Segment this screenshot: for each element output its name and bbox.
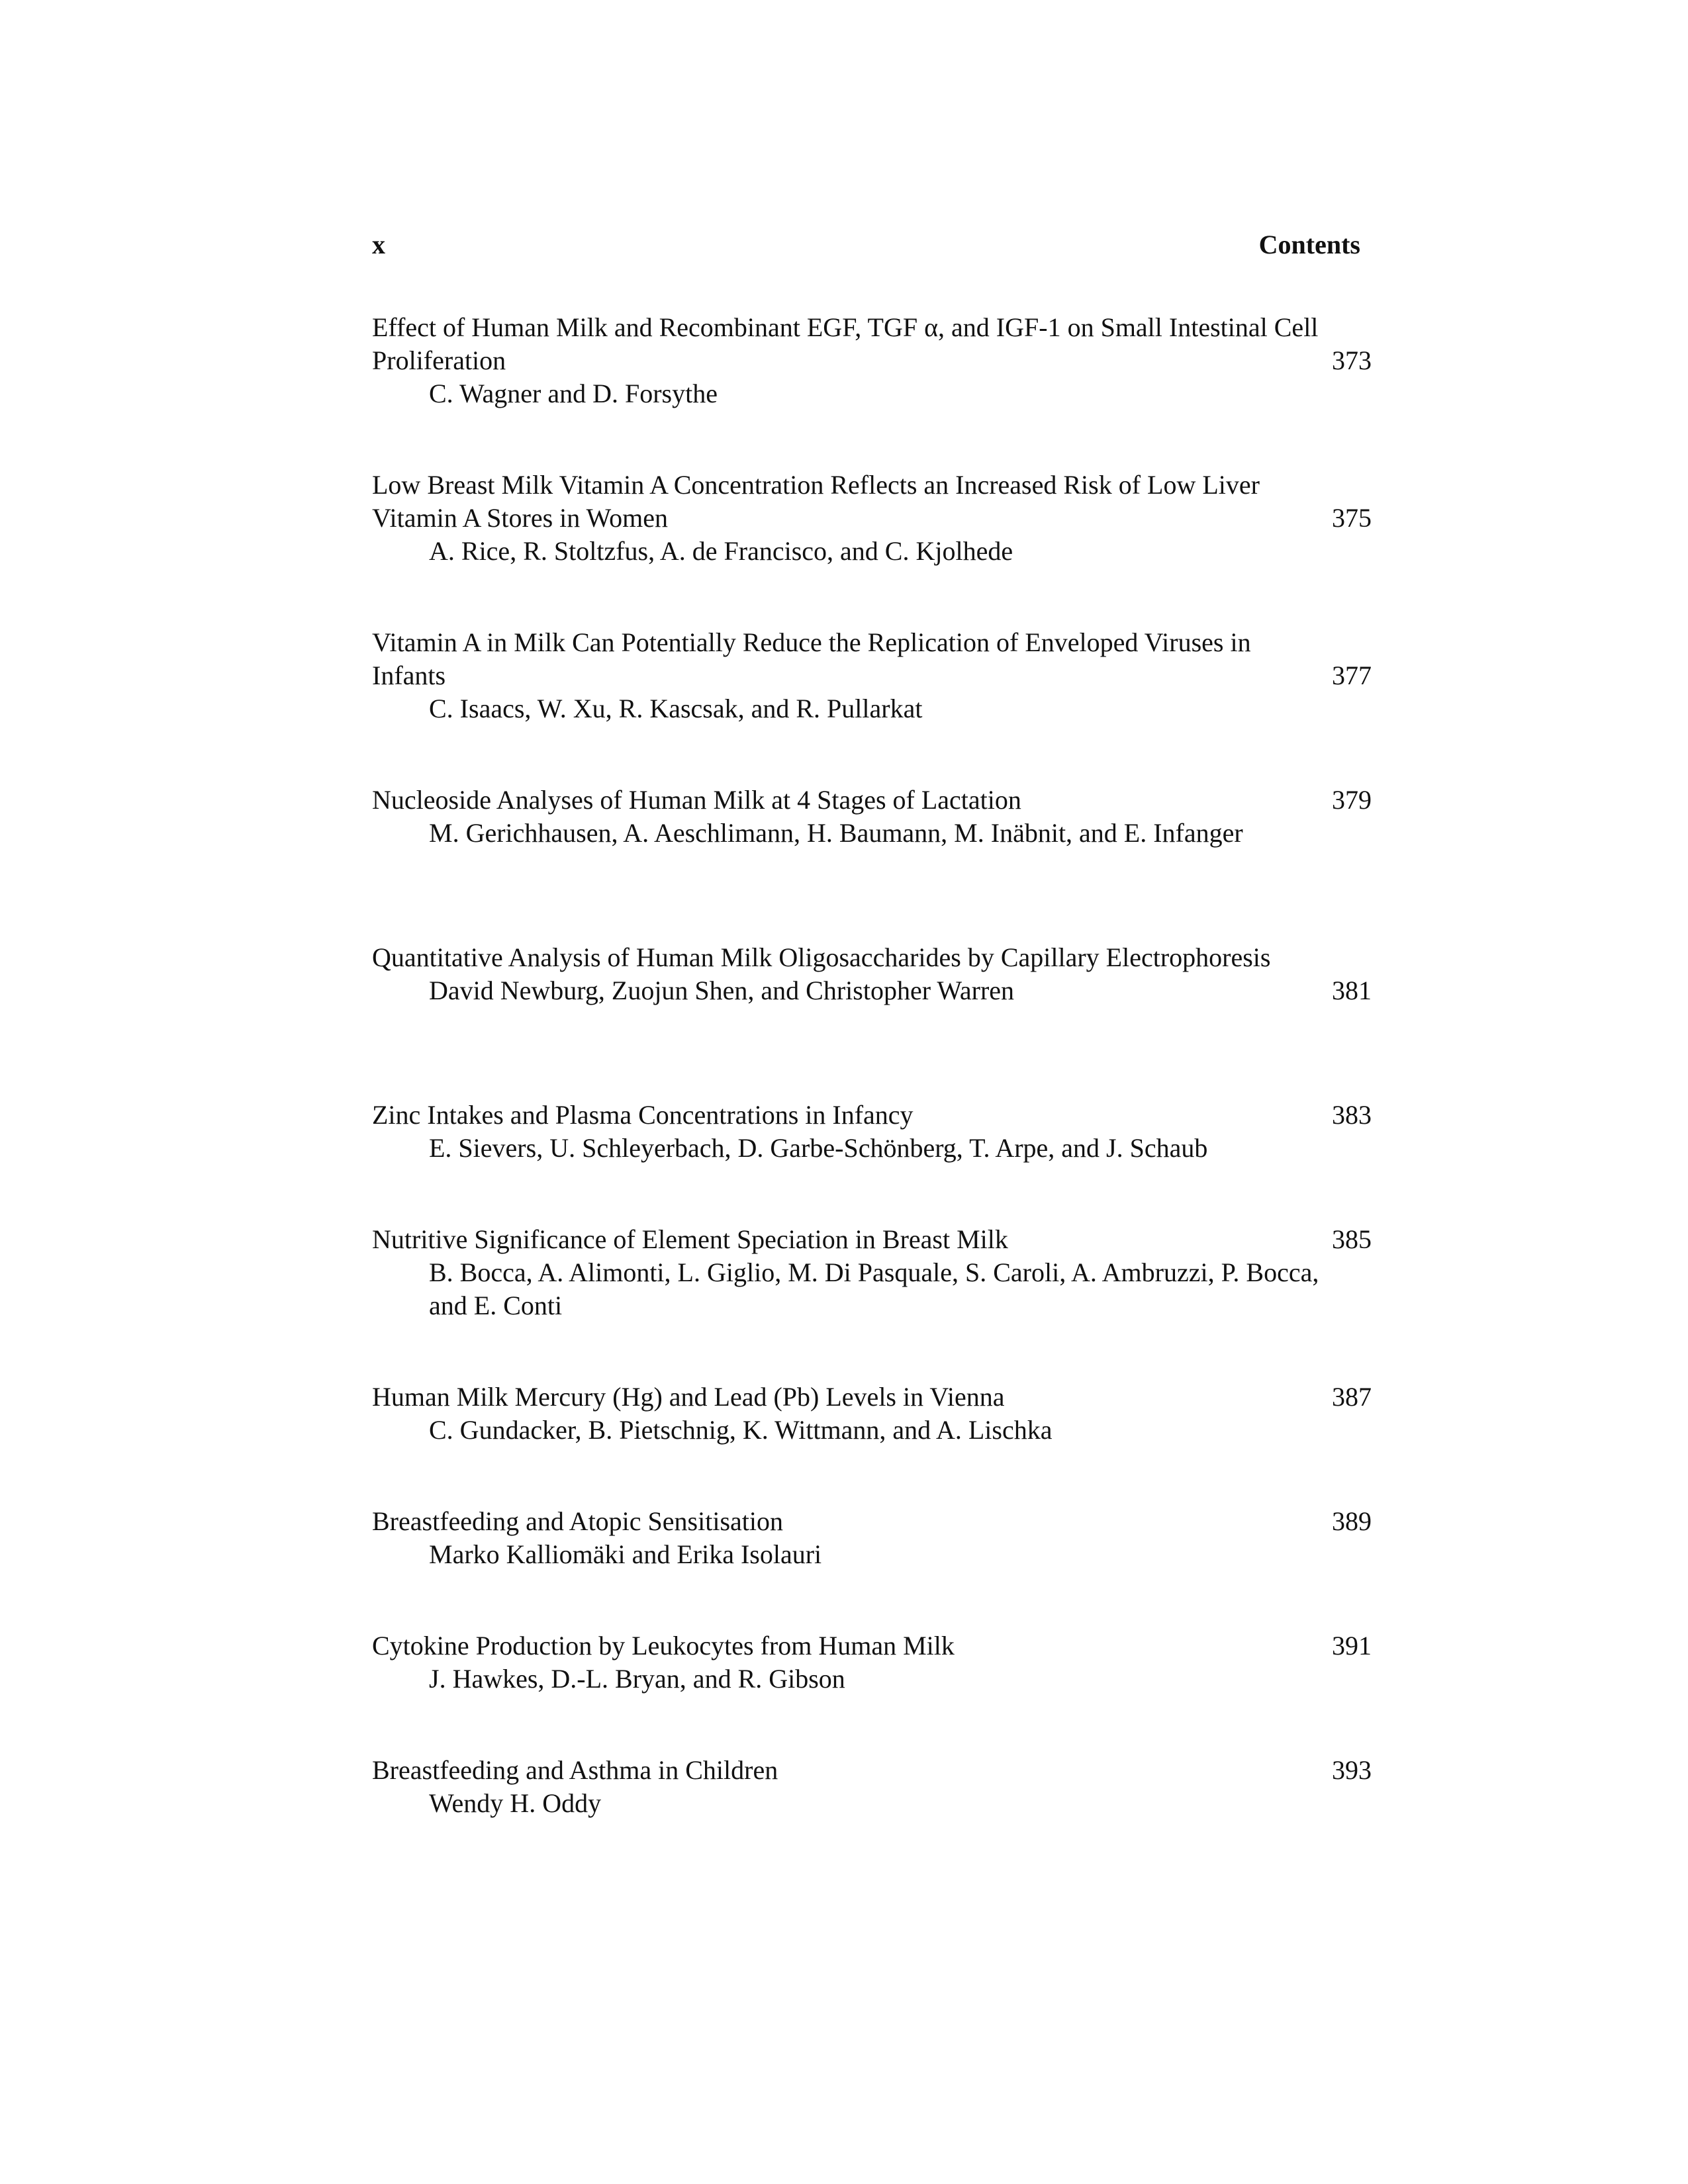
entry-authors: C. Isaacs, W. Xu, R. Kascsak, and R. Pullarkat: [429, 694, 923, 723]
entry-page-number: 375: [1332, 503, 1372, 533]
entry-page-number: 389: [1332, 1506, 1372, 1536]
entry-authors: B. Bocca, A. Alimonti, L. Giglio, M. Di Pasquale, S. Caroli, A. Ambruzzi, P. Bocca, and E. Conti: [429, 1257, 1319, 1320]
entry-page-number: 383: [1332, 1100, 1372, 1130]
entry-title: Human Milk Mercury (Hg) and Lead (Pb) Levels in Vienna: [372, 1382, 1005, 1412]
entry-page-number: 391: [1332, 1631, 1372, 1661]
entry-title: Vitamin A in Milk Can Potentially Reduce the Replication of Enveloped Viruses in Infants: [372, 627, 1251, 690]
toc-entry: [372, 469, 1372, 568]
entry-authors: Wendy H. Oddy: [429, 1788, 602, 1818]
toc-entry: [372, 784, 1372, 850]
running-head: Contents: [1258, 230, 1360, 259]
entry-title: Zinc Intakes and Plasma Concentrations in Infancy: [372, 1100, 914, 1130]
entry-page-number: 387: [1332, 1382, 1372, 1412]
toc-entry: [372, 1629, 1372, 1696]
entry-page-number: 385: [1332, 1224, 1372, 1254]
toc-entry: [372, 626, 1372, 725]
entry-page-number: 393: [1332, 1755, 1372, 1785]
entry-page-number: 379: [1332, 785, 1372, 815]
toc-entry: [372, 1505, 1372, 1571]
entry-authors: A. Rice, R. Stoltzfus, A. de Francisco, and C. Kjolhede: [429, 536, 1013, 566]
entry-title: Breastfeeding and Asthma in Children: [372, 1755, 778, 1785]
entry-title: Effect of Human Milk and Recombinant EGF, TGF α, and IGF-1 on Small Intestinal Cell Proliferation: [372, 312, 1319, 375]
entry-title: Nucleoside Analyses of Human Milk at 4 Stages of Lactation: [372, 785, 1021, 815]
toc-entry: [372, 1099, 1372, 1165]
toc-entry: [372, 1223, 1372, 1322]
entry-authors: Marko Kalliomäki and Erika Isolauri: [429, 1539, 822, 1569]
entry-title: Cytokine Production by Leukocytes from Human Milk: [372, 1631, 955, 1661]
entry-title: Low Breast Milk Vitamin A Concentration Reflects an Increased Risk of Low Liver Vitamin A Stores in Women: [372, 470, 1260, 533]
entry-authors: C. Wagner and D. Forsythe: [429, 379, 718, 408]
entry-authors: M. Gerichhausen, A. Aeschlimann, H. Baumann, M. Inäbnit, and E. Infanger: [429, 818, 1243, 848]
entry-authors: C. Gundacker, B. Pietschnig, K. Wittmann, and A. Lischka: [429, 1415, 1053, 1445]
entry-page-number: 377: [1332, 660, 1372, 690]
entry-title: Nutritive Significance of Element Speciation in Breast Milk: [372, 1224, 1008, 1254]
entry-authors: David Newburg, Zuojun Shen, and Christopher Warren: [429, 976, 1015, 1005]
entry-authors: E. Sievers, U. Schleyerbach, D. Garbe-Schönberg, T. Arpe, and J. Schaub: [429, 1133, 1208, 1163]
page-number: x: [372, 230, 385, 259]
entry-page-number: 381: [1332, 976, 1372, 1005]
toc-entry: [372, 311, 1372, 410]
entry-authors: J. Hawkes, D.-L. Bryan, and R. Gibson: [429, 1664, 845, 1694]
toc-entry: [372, 1754, 1372, 1820]
entry-title: Quantitative Analysis of Human Milk Oligosaccharides by Capillary Electrophoresis: [372, 942, 1271, 972]
entry-title: Breastfeeding and Atopic Sensitisation: [372, 1506, 783, 1536]
toc-entry: [372, 1381, 1372, 1447]
entry-page-number: 373: [1332, 345, 1372, 375]
toc-entry: [372, 941, 1372, 1007]
